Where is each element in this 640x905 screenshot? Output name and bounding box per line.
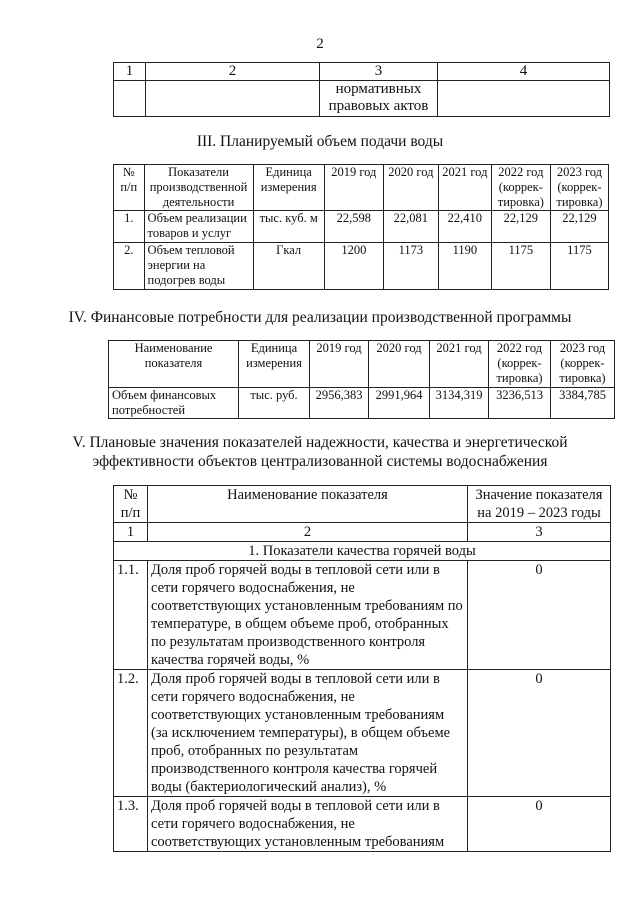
table-row xyxy=(114,542,611,561)
table-cell: Доля проб горячей воды в тепловой сети или в сети горячего водоснабжения, не соответствующих установленным требованиям xyxy=(148,797,468,852)
group-heading: 1. Показатели качества горячей воды xyxy=(114,542,611,561)
table-row xyxy=(114,797,611,852)
table-cell: 2956,383 xyxy=(310,388,369,419)
continuation-table xyxy=(113,62,610,117)
table-row xyxy=(114,81,610,117)
table-cell: 1190 xyxy=(438,243,491,290)
table-cell: 0 xyxy=(468,561,611,670)
table-cell: 22,129 xyxy=(550,211,608,243)
table-cell: 1175 xyxy=(491,243,550,290)
page-number: 2 xyxy=(316,36,324,52)
table-row xyxy=(114,63,610,81)
table-header-cell: 2021 год xyxy=(430,341,489,388)
table-cell: Гкал xyxy=(253,243,324,290)
table-cell: Объем финансовых потребностей xyxy=(109,388,239,419)
table-cell: нормативных правовых актов xyxy=(320,81,438,117)
table-header-cell: 2019 год xyxy=(310,341,369,388)
table-header-cell: Единица измерения xyxy=(239,341,310,388)
table-cell: 3 xyxy=(468,523,611,542)
table-header-cell: № п/п xyxy=(114,165,145,211)
section-title-v-line1: V. Плановые значения показателей надежности, качества и энергетической xyxy=(72,434,568,451)
table-cell: 3236,513 xyxy=(489,388,551,419)
table-cell: 3134,319 xyxy=(430,388,489,419)
section-title-v-line2: эффективности объектов централизованной системы водоснабжения xyxy=(92,453,548,470)
table-cell: тыс. руб. xyxy=(239,388,310,419)
table-header-cell: Наименование показателя xyxy=(109,341,239,388)
table-header-cell: 2019 год xyxy=(324,165,383,211)
table-header-cell: Показатели производственной деятельности xyxy=(144,165,253,211)
table-header-cell: 4 xyxy=(438,63,610,81)
table-cell: 2 xyxy=(148,523,468,542)
table-cell: 2991,964 xyxy=(369,388,430,419)
table-cell: 1200 xyxy=(324,243,383,290)
table-header-cell: 1 xyxy=(114,63,146,81)
table-cell: 22,410 xyxy=(438,211,491,243)
table-cell: Объем реализации товаров и услуг xyxy=(144,211,253,243)
table-cell: 1173 xyxy=(383,243,438,290)
table-cell: Доля проб горячей воды в тепловой сети или в сети горячего водоснабжения, не соответствующих установленным требованиям (за исключением температуры), в общем объеме проб, отобранных по результатам производственного контроля качества горячей воды (бактериологический анализ), % xyxy=(148,670,468,797)
table-cell: 22,598 xyxy=(324,211,383,243)
table-row xyxy=(109,341,615,388)
table-header-cell: Наименование показателя xyxy=(148,486,468,523)
section-title-v xyxy=(0,433,640,471)
table-cell: 1.2. xyxy=(114,670,148,797)
table-cell: 1 xyxy=(114,523,148,542)
table-header-cell: 2023 год (коррек-тировка) xyxy=(551,341,615,388)
water-supply-table xyxy=(113,164,609,290)
table-cell: 2. xyxy=(114,243,145,290)
table-row xyxy=(114,243,609,290)
table-row xyxy=(114,486,611,523)
section-title-iv: IV. Финансовые потребности для реализации производственной программы xyxy=(68,309,572,326)
table-cell: 1. xyxy=(114,211,145,243)
table-header-cell: 2020 год xyxy=(383,165,438,211)
table-row xyxy=(114,561,611,670)
table-cell: 0 xyxy=(468,797,611,852)
table-row xyxy=(114,523,611,542)
table-cell xyxy=(438,81,610,117)
table-row xyxy=(114,211,609,243)
table-cell: 0 xyxy=(468,670,611,797)
section-title-iii: III. Планируемый объем подачи воды xyxy=(196,133,444,150)
table-cell: 22,081 xyxy=(383,211,438,243)
table-row xyxy=(114,165,609,211)
table-cell: Объем тепловой энергии на подогрев воды xyxy=(144,243,253,290)
table-cell: 1.1. xyxy=(114,561,148,670)
table-cell: Доля проб горячей воды в тепловой сети или в сети горячего водоснабжения, не соответствующих установленным требованиям по температуре, в общем объеме проб, отобранных по результатам производственного контроля качества горячей воды, % xyxy=(148,561,468,670)
table-header-cell: 2020 год xyxy=(369,341,430,388)
table-header-cell: Значение показателя на 2019 – 2023 годы xyxy=(468,486,611,523)
table-header-cell: 2022 год (коррек-тировка) xyxy=(491,165,550,211)
table-row xyxy=(109,388,615,419)
financial-needs-table xyxy=(108,340,615,419)
table-cell: тыс. куб. м xyxy=(253,211,324,243)
table-header-cell: 2022 год (коррек-тировка) xyxy=(489,341,551,388)
table-header-cell: 2021 год xyxy=(438,165,491,211)
table-header-cell: 2 xyxy=(146,63,320,81)
table-cell: 3384,785 xyxy=(551,388,615,419)
table-header-cell: 3 xyxy=(320,63,438,81)
table-header-cell: 2023 год (коррек-тировка) xyxy=(550,165,608,211)
table-cell: 1175 xyxy=(550,243,608,290)
table-cell: 1.3. xyxy=(114,797,148,852)
table-header-cell: Единица измерения xyxy=(253,165,324,211)
indicators-table xyxy=(113,485,611,852)
table-row xyxy=(114,670,611,797)
table-cell xyxy=(114,81,146,117)
table-header-cell: № п/п xyxy=(114,486,148,523)
table-cell xyxy=(146,81,320,117)
table-cell: 22,129 xyxy=(491,211,550,243)
